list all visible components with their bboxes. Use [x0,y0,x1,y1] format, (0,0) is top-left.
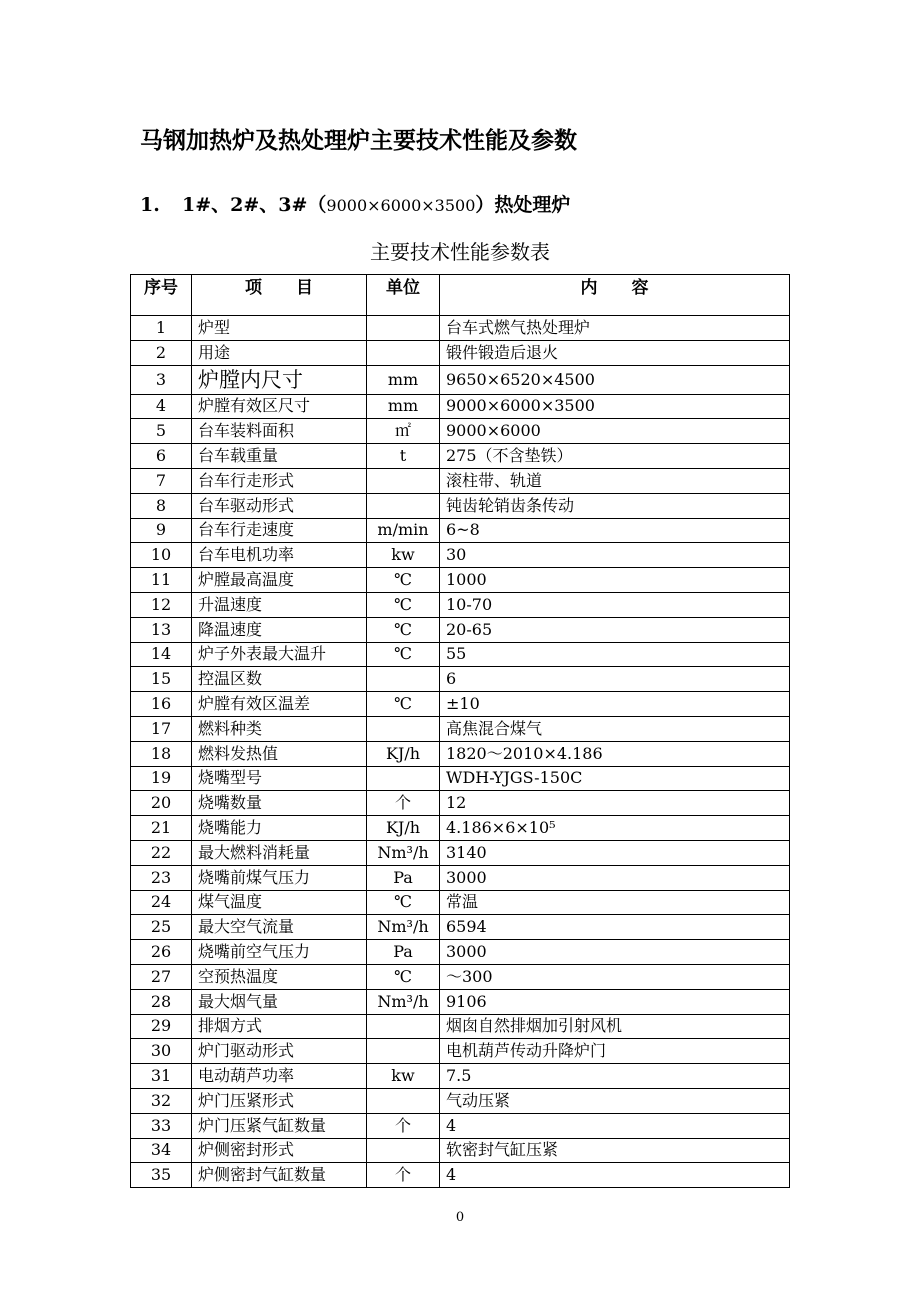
cell-item: 烧嘴能力 [192,816,367,841]
cell-item: 炉膛内尺寸 [192,365,367,394]
table-row [131,791,790,816]
section-heading [140,190,570,217]
cell-content: 4 [440,1113,790,1138]
table-row [131,419,790,444]
cell-no: 27 [131,964,192,989]
header-no: 序号 [131,275,192,316]
cell-no: 28 [131,989,192,1014]
cell-no: 4 [131,394,192,419]
cell-content: 20-65 [440,617,790,642]
cell-unit [367,716,440,741]
cell-no: 5 [131,419,192,444]
cell-content: 锻件锻造后退火 [440,340,790,365]
cell-item: 台车行走速度 [192,518,367,543]
cell-no: 24 [131,890,192,915]
cell-content: 6 [440,667,790,692]
cell-unit [367,1138,440,1163]
table-row [131,816,790,841]
cell-unit [367,468,440,493]
cell-content: 软密封气缸压紧 [440,1138,790,1163]
cell-no: 35 [131,1163,192,1188]
cell-item: 控温区数 [192,667,367,692]
cell-item: 烧嘴前空气压力 [192,940,367,965]
cell-content: 1820～2010×4.186 [440,741,790,766]
cell-unit: KJ/h [367,816,440,841]
cell-no: 34 [131,1138,192,1163]
cell-no: 12 [131,592,192,617]
cell-no: 20 [131,791,192,816]
cell-item: 台车电机功率 [192,543,367,568]
cell-no: 29 [131,1014,192,1039]
cell-unit: ℃ [367,890,440,915]
cell-unit: ℃ [367,692,440,717]
table-row [131,840,790,865]
table-row [131,1138,790,1163]
cell-unit: Pa [367,940,440,965]
cell-content: 7.5 [440,1064,790,1089]
cell-content: 电机葫芦传动升降炉门 [440,1039,790,1064]
cell-no: 32 [131,1088,192,1113]
table-row [131,964,790,989]
cell-item: 炉型 [192,316,367,341]
cell-item: 排烟方式 [192,1014,367,1039]
cell-item: 烧嘴前煤气压力 [192,865,367,890]
table-row [131,365,790,394]
cell-content: 9000×6000×3500 [440,394,790,419]
header-unit: 单位 [367,275,440,316]
cell-no: 8 [131,493,192,518]
cell-content: 9000×6000 [440,419,790,444]
table-row [131,989,790,1014]
table-row [131,394,790,419]
table-row [131,592,790,617]
table-row [131,642,790,667]
cell-content: 烟囱自然排烟加引射风机 [440,1014,790,1039]
cell-unit: 个 [367,791,440,816]
cell-content: 3000 [440,865,790,890]
table-row [131,617,790,642]
table-row [131,716,790,741]
cell-unit: KJ/h [367,741,440,766]
table-row [131,915,790,940]
cell-item: 台车驱动形式 [192,493,367,518]
cell-content: 3000 [440,940,790,965]
table-row [131,1039,790,1064]
cell-content: 30 [440,543,790,568]
cell-unit: kw [367,543,440,568]
cell-no: 30 [131,1039,192,1064]
cell-item: 燃料种类 [192,716,367,741]
table-row [131,468,790,493]
cell-unit: kw [367,1064,440,1089]
header-item: 项 目 [192,275,367,316]
cell-item: 升温速度 [192,592,367,617]
cell-item: 炉侧密封气缸数量 [192,1163,367,1188]
cell-no: 17 [131,716,192,741]
cell-item: 电动葫芦功率 [192,1064,367,1089]
cell-item: 用途 [192,340,367,365]
cell-item: 最大烟气量 [192,989,367,1014]
cell-item: 最大空气流量 [192,915,367,940]
cell-unit [367,316,440,341]
cell-content: 4 [440,1163,790,1188]
cell-item: 炉门驱动形式 [192,1039,367,1064]
cell-item: 炉膛有效区尺寸 [192,394,367,419]
cell-content: 3140 [440,840,790,865]
table-header-row [131,275,790,316]
cell-no: 22 [131,840,192,865]
cell-item: 炉门压紧形式 [192,1088,367,1113]
cell-no: 2 [131,340,192,365]
cell-content: 275（不含垫铁） [440,444,790,469]
cell-unit [367,1039,440,1064]
cell-unit [367,667,440,692]
cell-unit [367,340,440,365]
cell-no: 9 [131,518,192,543]
cell-content: 6~8 [440,518,790,543]
cell-unit: ℃ [367,964,440,989]
parameters-table [130,274,790,1188]
table-row [131,865,790,890]
cell-item: 炉膛最高温度 [192,568,367,593]
table-body [131,316,790,1188]
cell-content: 气动压紧 [440,1088,790,1113]
cell-item: 台车装料面积 [192,419,367,444]
cell-unit [367,1014,440,1039]
cell-unit: 个 [367,1163,440,1188]
table-row [131,766,790,791]
cell-unit: m/min [367,518,440,543]
cell-unit: ℃ [367,568,440,593]
cell-no: 33 [131,1113,192,1138]
table-row [131,518,790,543]
page-number: 0 [455,1210,465,1225]
cell-item: 烧嘴数量 [192,791,367,816]
cell-no: 6 [131,444,192,469]
cell-unit [367,1088,440,1113]
cell-content: ～300 [440,964,790,989]
cell-content: 高焦混合煤气 [440,716,790,741]
table-row [131,568,790,593]
section-suffix: ）热处理炉 [475,194,571,216]
cell-no: 26 [131,940,192,965]
cell-unit: t [367,444,440,469]
cell-unit: Nm³/h [367,915,440,940]
section-number: 1. [140,194,160,216]
cell-content: 6594 [440,915,790,940]
cell-item: 炉侧密封形式 [192,1138,367,1163]
cell-unit: mm [367,365,440,394]
cell-no: 10 [131,543,192,568]
cell-content: 钝齿轮销齿条传动 [440,493,790,518]
cell-unit: ℃ [367,617,440,642]
cell-no: 31 [131,1064,192,1089]
table-row [131,940,790,965]
table-row [131,1113,790,1138]
table-row [131,1163,790,1188]
cell-content: 常温 [440,890,790,915]
table-caption: 主要技术性能参数表 [370,240,550,264]
cell-unit: ℃ [367,592,440,617]
header-content: 内 容 [440,275,790,316]
table-row [131,692,790,717]
table-row [131,444,790,469]
cell-item: 台车载重量 [192,444,367,469]
cell-no: 7 [131,468,192,493]
cell-no: 13 [131,617,192,642]
table-row [131,340,790,365]
cell-no: 18 [131,741,192,766]
cell-content: 55 [440,642,790,667]
cell-content: ±10 [440,692,790,717]
table-row [131,741,790,766]
cell-item: 最大燃料消耗量 [192,840,367,865]
cell-no: 19 [131,766,192,791]
table-row [131,1014,790,1039]
cell-no: 15 [131,667,192,692]
cell-content: 滚柱带、轨道 [440,468,790,493]
cell-unit: mm [367,394,440,419]
cell-content: 12 [440,791,790,816]
cell-content: 9650×6520×4500 [440,365,790,394]
cell-content: 10-70 [440,592,790,617]
cell-content: 9106 [440,989,790,1014]
cell-content: WDH-YJGS-150C [440,766,790,791]
cell-unit [367,493,440,518]
cell-no: 16 [131,692,192,717]
cell-unit [367,766,440,791]
table-row [131,493,790,518]
cell-item: 燃料发热值 [192,741,367,766]
cell-no: 1 [131,316,192,341]
cell-item: 台车行走形式 [192,468,367,493]
cell-no: 3 [131,365,192,394]
cell-unit: ㎡ [367,419,440,444]
table-row [131,890,790,915]
cell-item: 烧嘴型号 [192,766,367,791]
cell-item: 空预热温度 [192,964,367,989]
cell-content: 台车式燃气热处理炉 [440,316,790,341]
cell-unit: Pa [367,865,440,890]
cell-item: 煤气温度 [192,890,367,915]
cell-content: 1000 [440,568,790,593]
cell-no: 25 [131,915,192,940]
cell-unit: Nm³/h [367,989,440,1014]
cell-no: 14 [131,642,192,667]
table-row [131,667,790,692]
cell-item: 炉门压紧气缸数量 [192,1113,367,1138]
cell-item: 炉子外表最大温升 [192,642,367,667]
cell-no: 23 [131,865,192,890]
section-prefix: 1#、2#、3#（ [182,194,327,216]
cell-unit: ℃ [367,642,440,667]
cell-unit: 个 [367,1113,440,1138]
section-dimensions: 9000×6000×3500 [326,196,476,215]
cell-no: 21 [131,816,192,841]
table-row [131,1088,790,1113]
cell-item: 降温速度 [192,617,367,642]
document-title: 马钢加热炉及热处理炉主要技术性能及参数 [140,128,577,154]
cell-no: 11 [131,568,192,593]
table-row [131,543,790,568]
table-row [131,316,790,341]
cell-unit: Nm³/h [367,840,440,865]
cell-item: 炉膛有效区温差 [192,692,367,717]
cell-content: 4.186×6×10⁵ [440,816,790,841]
table-row [131,1064,790,1089]
